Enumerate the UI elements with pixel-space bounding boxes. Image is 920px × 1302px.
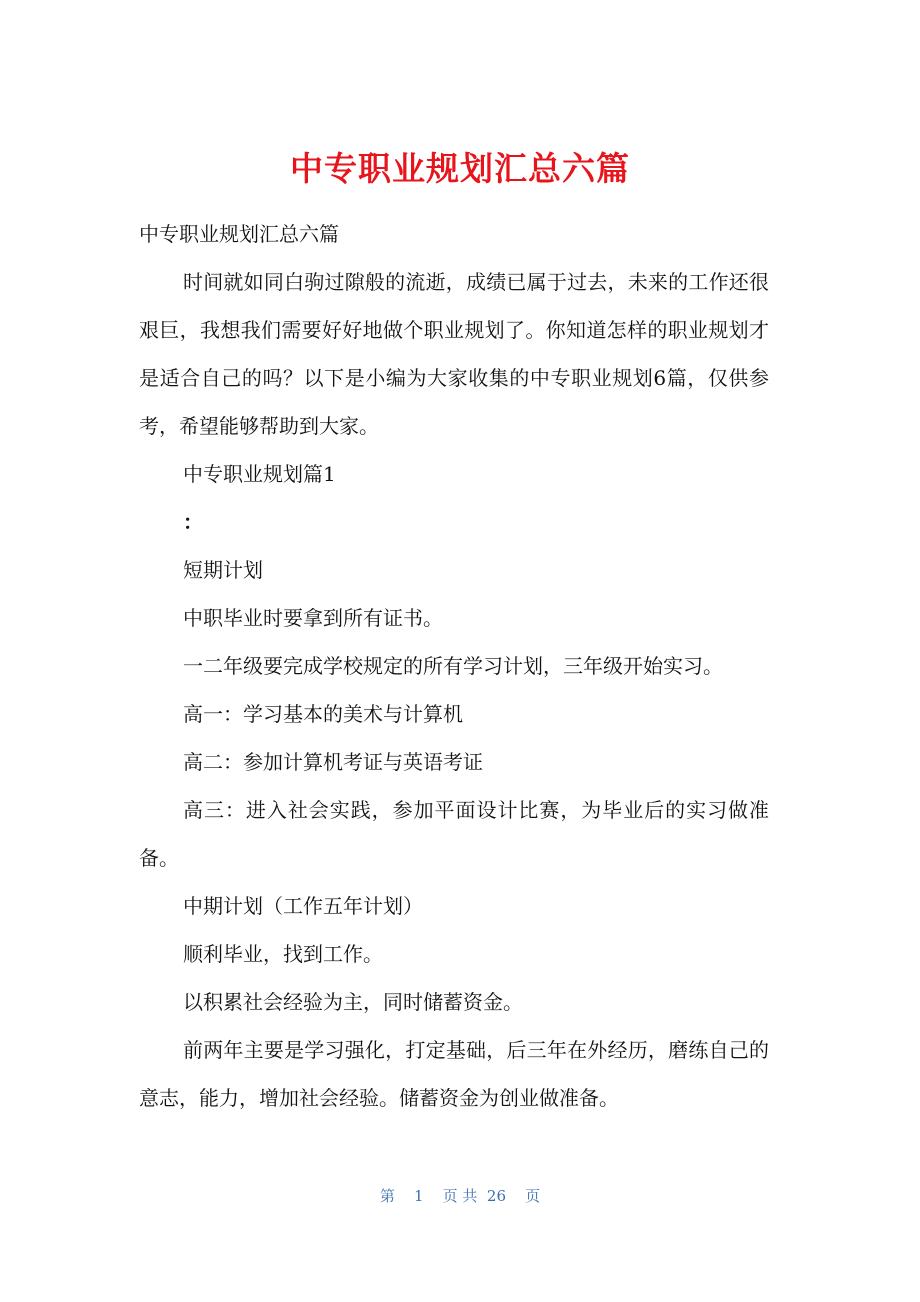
footer-current-page: 1 xyxy=(413,1187,424,1205)
document-body xyxy=(139,210,769,1122)
paragraph-grade-1: 高一：学习基本的美术与计算机 xyxy=(183,702,463,726)
paragraph-mid-term-3: 前两年主要是学习强化，打定基础，后三年在外经历，磨练自己的意志，能力，增加社会经验。储蓄资金为创业做准备。 xyxy=(139,1038,769,1110)
paragraph-short-term-heading: 短期计划 xyxy=(183,558,263,582)
paragraph-subtitle: 中专职业规划汇总六篇 xyxy=(139,222,339,246)
page-footer xyxy=(0,1185,920,1206)
paragraph-mid-term-2: 以积累社会经验为主，同时储蓄资金。 xyxy=(183,990,523,1014)
paragraph-grade-3: 高三：进入社会实践，参加平面设计比赛，为毕业后的实习做准备。 xyxy=(139,798,769,870)
paragraph-colon: ： xyxy=(183,510,203,534)
footer-total-pages: 26 xyxy=(486,1187,507,1205)
paragraph-grade-2: 高二：参加计算机考证与英语考证 xyxy=(183,750,483,774)
paragraph-section-heading: 中专职业规划篇1 xyxy=(183,462,336,486)
paragraph-short-term-1: 中职毕业时要拿到所有证书。 xyxy=(183,606,443,630)
document-title: 中专职业规划汇总六篇 xyxy=(290,149,630,188)
paragraph-mid-term-1: 顺利毕业，找到工作。 xyxy=(183,942,383,966)
footer-mid: 页 共 xyxy=(442,1187,478,1205)
paragraph-mid-term-heading: 中期计划（工作五年计划） xyxy=(183,894,423,918)
paragraph-short-term-2: 一二年级要完成学校规定的所有学习计划，三年级开始实习。 xyxy=(183,654,723,678)
footer-suffix: 页 xyxy=(525,1187,541,1205)
footer-prefix: 第 xyxy=(379,1187,395,1205)
paragraph-intro: 时间就如同白驹过隙般的流逝，成绩已属于过去，未来的工作还很艰巨，我想我们需要好好地做个职业规划了。你知道怎样的职业规划才是适合自己的吗？以下是小编为大家收集的中专职业规划6篇，仅供参考，希望能够帮助到大家。 xyxy=(139,270,769,438)
